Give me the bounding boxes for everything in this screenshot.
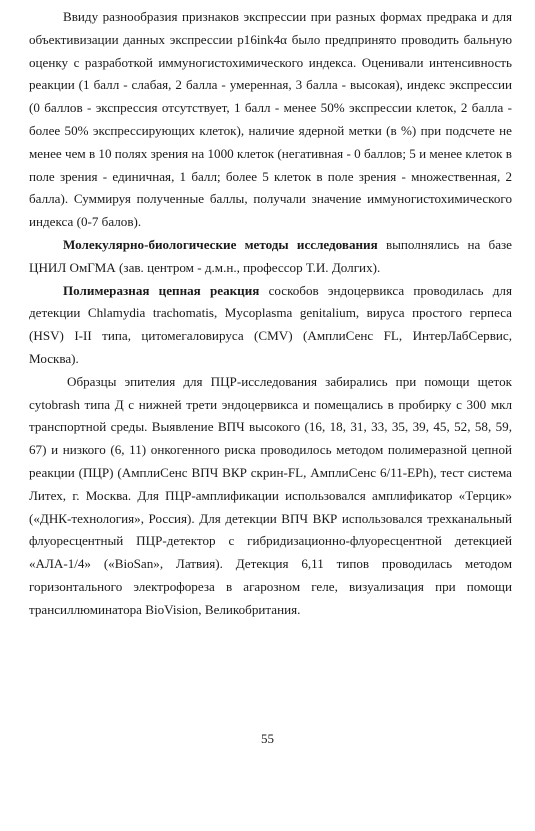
- paragraph-molecular-methods: [29, 234, 512, 280]
- paragraph-text: Образцы эпителия для ПЦР-исследования забирались при помощи щеток cytobrash типа Д с нижней трети эндоцервикса и помещались в пробирку с 300 мкл транспортной среды. Выявление ВПЧ высокого (16, 18, 31, 33, 35, 39, 45, 52, 58, 59, 67) и низкого (6, 11) онкогенного риска проводилось методом полимеразной цепной реакции (ПЦР) (АмплиСенс ВПЧ ВКР скрин-FL, АмплиСенс 6/11-EPh), тест система Литех, г. Москва. Для ПЦР-амплификации использовался амплификатор «Терцик» («ДНК-технология», Россия). Для детекции ВПЧ ВКР использовался трехканальный флуоресцентный ПЦР-детектор с гибридизационно-флуоресцентной детекцией «АЛА-1/4» («BioSan», Латвия). Детекция 6,11 типов проводилась методом горизонтального электрофореза в агарозном геле, визуализация при помощи трансиллюминатора BioVision, Великобритания.: [29, 373, 512, 617]
- paragraph-text: соскобов эндоцервикса проводилась для детекции Chlamydia trachomatis, Mycoplasma genitalium, вируса простого герпеса (HSV) I-II типа, цитомегаловируса (CMV) (АмплиСенс FL, ИнтерЛабСервис, Москва).: [29, 282, 512, 366]
- document-page: [29, 6, 512, 622]
- page-number: 55: [261, 731, 274, 746]
- paragraph-expression-index: [29, 6, 512, 234]
- paragraph-text: выполнялись на базе ЦНИЛ ОмГМА (зав. центром - д.м.н., профессор Т.И. Долгих).: [29, 236, 512, 275]
- paragraph-pcr: [29, 280, 512, 371]
- paragraph-text: Ввиду разнообразия признаков экспрессии при разных формах предрака и для объективизации данных экспрессии p16ink4α было предпринято проводить бальную оценку с разработкой иммуногистохимического индекса. Оценивали интенсивность реакции (1 балл - слабая, 2 балла - умеренная, 3 балла - высокая), индекс экспрессии (0 баллов - экспрессия отсутствует, 1 балл - менее 50% экспрессии клеток, 2 балла - более 50% экспрессирующих клеток), наличие ядерной метки (в %) при подсчете не менее чем в 10 полях зрения на 1000 клеток (негативная - 0 баллов; 5 и менее клеток в поле зрения - единичная, 1 балл; более 5 клеток в поле зрения - множественная, 2 балла). Суммируя полученные баллы, получали значение иммуногистохимического индекса (0-7 балов).: [29, 9, 512, 230]
- paragraph-heading: Полимеразная цепная реакция: [63, 282, 260, 298]
- paragraph-epithelium-samples: [29, 371, 512, 622]
- paragraph-heading: Молекулярно-биологические методы исследования: [63, 236, 378, 252]
